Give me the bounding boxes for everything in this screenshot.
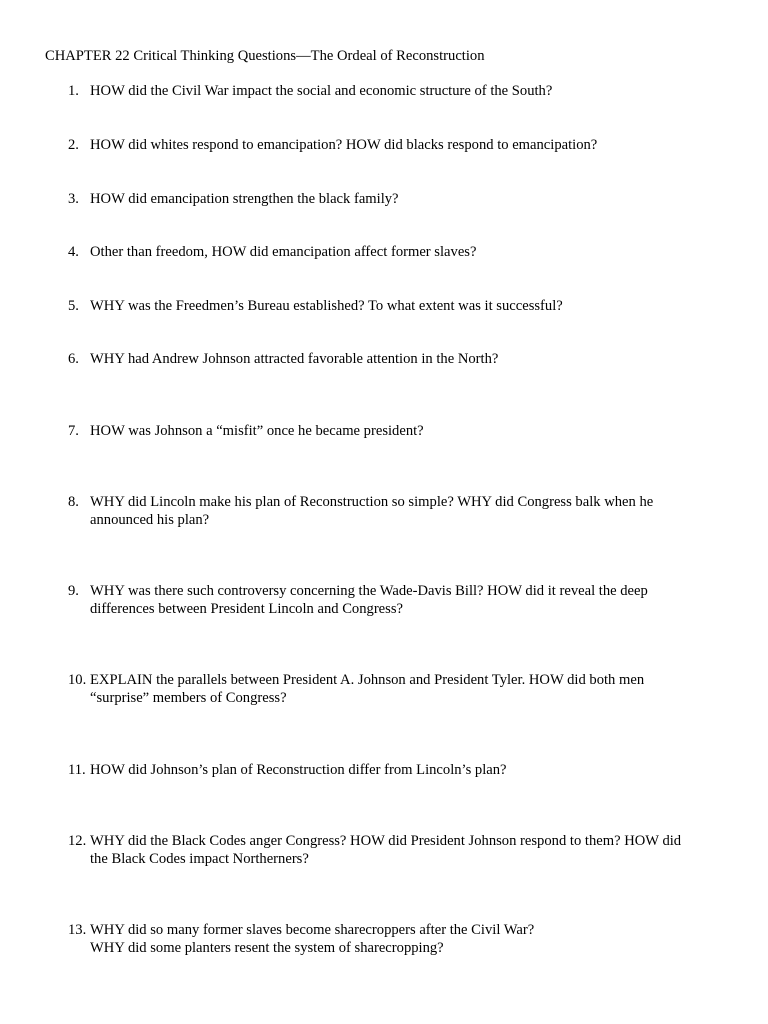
question-number: 12. — [68, 833, 87, 849]
question-text-continued: “surprise” members of Congress? — [90, 690, 287, 706]
question-text: WHY was the Freedmen’s Bureau established? To what extent was it successful? — [90, 298, 563, 314]
question-text: WHY did Lincoln make his plan of Reconstruction so simple? WHY did Congress balk when he — [90, 494, 654, 510]
question-text: HOW did emancipation strengthen the black family? — [90, 191, 399, 207]
question-number: 7. — [68, 423, 79, 439]
question-text: WHY was there such controversy concerning the Wade-Davis Bill? HOW did it reveal the deep — [90, 583, 648, 599]
question-text: WHY had Andrew Johnson attracted favorable attention in the North? — [90, 351, 499, 367]
question-number: 6. — [68, 351, 79, 367]
question-text-continued: the Black Codes impact Northerners? — [90, 851, 309, 867]
question-text: HOW did Johnson’s plan of Reconstruction differ from Lincoln’s plan? — [90, 762, 507, 778]
question-number: 13. — [68, 922, 87, 938]
question-text-continued: WHY did some planters resent the system of sharecropping? — [90, 940, 444, 956]
question-text: WHY did the Black Codes anger Congress? HOW did President Johnson respond to them? HOW did — [90, 833, 682, 849]
question-number: 10. — [68, 672, 87, 688]
question-text: HOW did the Civil War impact the social and economic structure of the South? — [90, 83, 553, 99]
page-title: CHAPTER 22 Critical Thinking Questions—The Ordeal of Reconstruction — [45, 48, 485, 64]
question-text-continued: announced his plan? — [90, 512, 210, 528]
question-number: 9. — [68, 583, 79, 599]
question-number: 8. — [68, 494, 79, 510]
question-text: Other than freedom, HOW did emancipation affect former slaves? — [90, 244, 477, 260]
question-text: WHY did so many former slaves become sharecroppers after the Civil War? — [90, 922, 535, 938]
question-number: 5. — [68, 298, 79, 314]
question-number: 2. — [68, 137, 79, 153]
question-number: 4. — [68, 244, 79, 260]
question-text: HOW did whites respond to emancipation? HOW did blacks respond to emancipation? — [90, 137, 598, 153]
question-number: 1. — [68, 83, 79, 99]
question-number: 11. — [68, 762, 86, 778]
question-number: 3. — [68, 191, 79, 207]
question-text: EXPLAIN the parallels between President A. Johnson and President Tyler. HOW did both men — [90, 672, 645, 688]
question-text: HOW was Johnson a “misfit” once he became president? — [90, 423, 424, 439]
question-text-continued: differences between President Lincoln and Congress? — [90, 601, 403, 617]
